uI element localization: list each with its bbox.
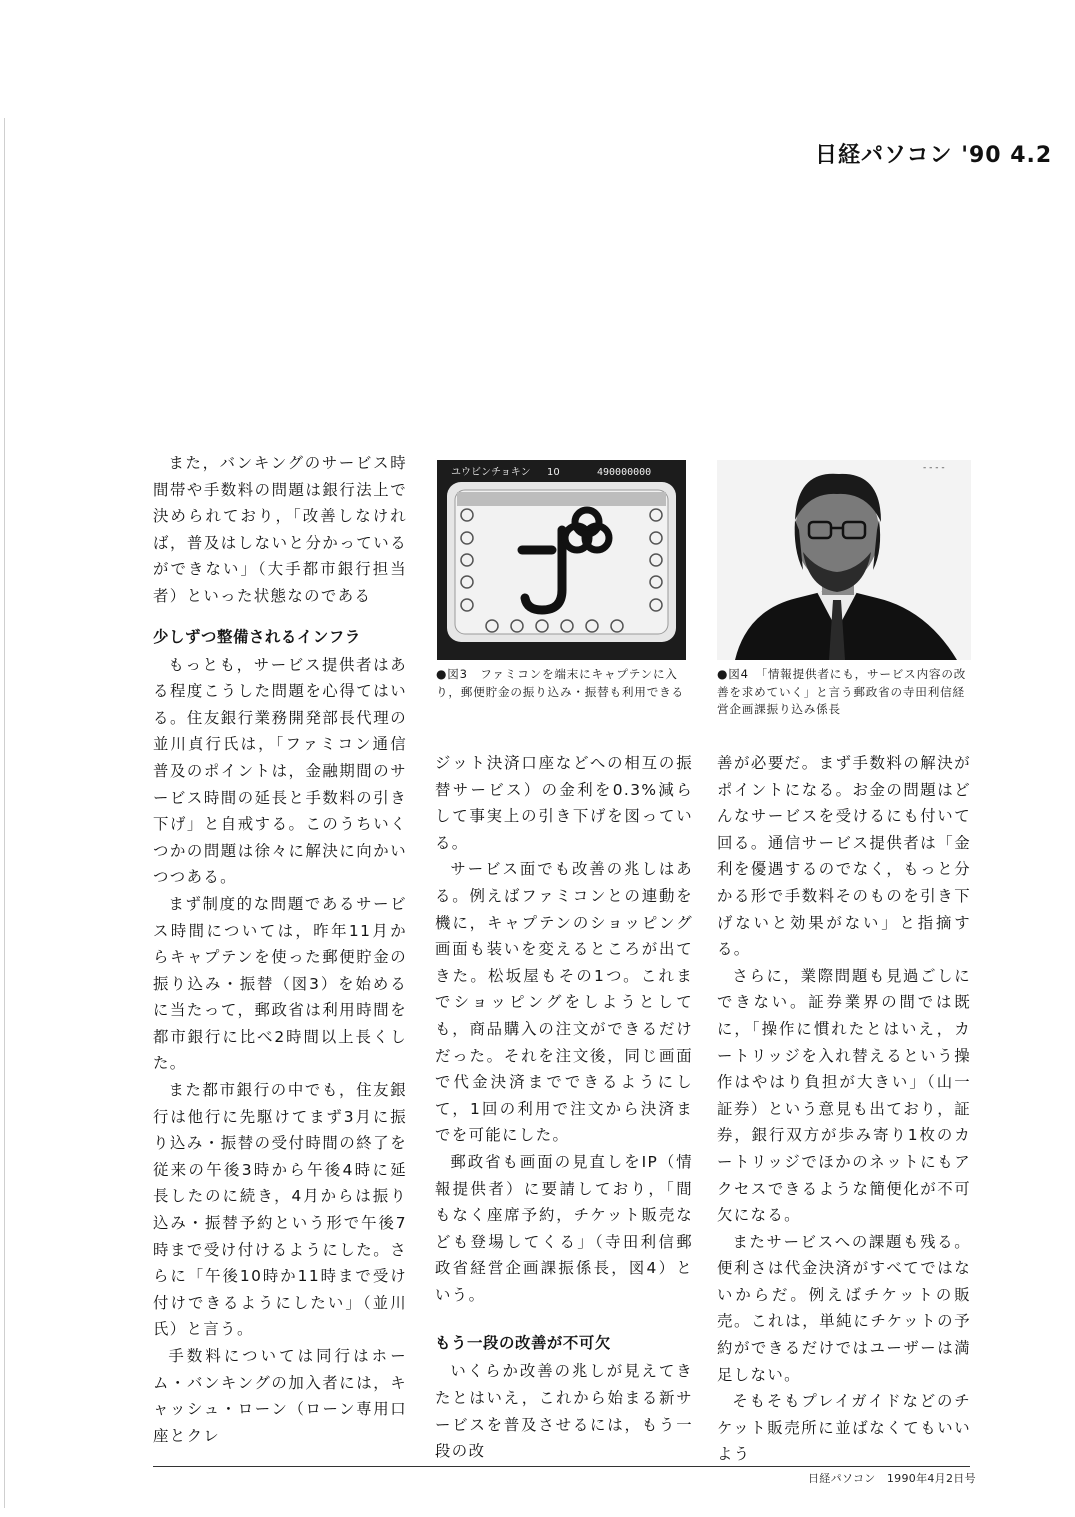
section-heading: 少しずつ整備されるインフラ <box>153 627 361 646</box>
paragraph: また，バンキングのサービス時間帯や手数料の問題は銀行法上で決められており，「改善しなければ，普及はしないと分かっているができない」（大手都市銀行担当者）といった状態なのである <box>153 454 407 605</box>
screen-label-right: 490000000 <box>597 467 652 478</box>
paragraph: 手数料については同行はホーム・バンキングの加入者には，キャッシュ・ローン（ローン専用口座とクレ <box>153 1347 407 1445</box>
figure-3-famicom-screen <box>437 460 686 660</box>
paragraph: まず制度的な問題であるサービス時間については，昨年11月からキャプテンを使った郵便貯金の振り込み・振替（図3）を始めるに当たって，郵政省は利用時間を都市銀行に比べ2時間以上長くした。 <box>153 894 407 1073</box>
column-3 <box>717 750 971 1468</box>
paragraph: さらに，業際問題も見過ごしにできない。証券業界の間では既に，「操作に慣れたとはいえ，カートリッジを入れ替えるという操作はやはり負担が大きい」（山一証券）という意見も出ており，証券，銀行双方が歩み寄り1枚のカートリッジでほかのネットにもアクセスできるような簡便化が不可欠になる。 <box>717 966 971 1225</box>
screen-label-mid: 10 <box>547 467 560 478</box>
paragraph: そもそもプレイガイドなどのチケット販売所に並ばなくてもいいよう <box>717 1392 971 1464</box>
caption-text: 図4 「情報提供者にも，サービス内容の改善を求めていく」と言う郵政省の寺田利信経営企画課振り込み係長 <box>717 667 967 716</box>
footer-issue: 日経パソコン 1990年4月2日号 <box>808 1472 976 1485</box>
bullet-icon: ● <box>717 667 729 681</box>
portrait-image <box>717 460 971 660</box>
paragraph: またサービスへの課題も残る。便利さは代金決済がすべてではないからだ。例えばチケットの販売。これは，単純にチケットの予約ができるだけではユーザーは満足しない。 <box>717 1232 971 1384</box>
section-heading: もう一段の改善が不可欠 <box>435 1334 611 1353</box>
svg-text:- - - -: - - - - <box>923 463 945 473</box>
screen-label-left: ユウビンチョキン <box>451 467 531 478</box>
figure-4-caption <box>717 666 977 719</box>
bullet-icon: ● <box>436 667 448 681</box>
paragraph: 郵政省も画面の見直しをIP（情報提供者）に要請しており，「間もなく座席予約，チケット販売なども登場してくる」（寺田利信郵政省経営企画課振係長，図4）という。 <box>435 1152 693 1304</box>
paragraph: 善が必要だ。まず手数料の解決がポイントになる。お金の問題はどんなサービスを受けるにも付いて回る。通信サービス提供者は「金利を優遇するのでなく，もっと分かる形で手数料そのものを引き下げないと効果がない」と指摘する。 <box>717 754 971 959</box>
magazine-header: 日経パソコン '90 4.2 <box>815 143 1053 168</box>
scan-edge-line <box>4 118 5 1508</box>
column-2 <box>435 750 693 1465</box>
famicom-screen-image <box>437 460 686 660</box>
paragraph: いくらか改善の兆しが見えてきたとはいえ，これから始まる新サービスを普及させるには，もう一段の改 <box>435 1362 693 1461</box>
caption-text: 図3 ファミコンを端末にキャプテンに入り，郵便貯金の振り込み・振替も利用できる <box>436 667 684 699</box>
paragraph: もっとも，サービス提供者はある程度こうした問題を心得てはいる。住友銀行業務開発部長代理の並川貞行氏は，「ファミコン通信普及のポイントは，金融期間のサービス時間の延長と手数料の引き下げ」と自戒する。このうちいくつかの問題は徐々に解決に向かいつつある。 <box>153 655 407 887</box>
footer-rule <box>153 1466 970 1467</box>
paragraph: ジット決済口座などへの相互の振替サービス）の金利を0.3%減らして事実上の引き下げを図っている。 <box>435 754 693 852</box>
figure-4-portrait-photo <box>717 460 971 660</box>
column-1 <box>153 450 407 1449</box>
figure-3-caption <box>436 666 690 701</box>
paragraph: また都市銀行の中でも，住友銀行は他行に先駆けてまず3月に振り込み・振替の受付時間の終了を従来の午後3時から午後4時に延長したのに続き，4月からは振り込み・振替予約という形で午後7時まで受け付けるようにした。さらに「午後10時か11時まで受け付けできるようにしたい」（並川氏）と言う。 <box>153 1081 407 1339</box>
paragraph: サービス面でも改善の兆しはある。例えばファミコンとの連動を機に，キャプテンのショッピング画面も装いを変えるところが出てきた。松坂屋もその1つ。これまでショッピングをしようとしても，商品購入の注文ができるだけだった。それを注文後，同じ画面で代金決済までできるようにして，1回の利用で注文から決済までを可能にした。 <box>435 860 693 1145</box>
